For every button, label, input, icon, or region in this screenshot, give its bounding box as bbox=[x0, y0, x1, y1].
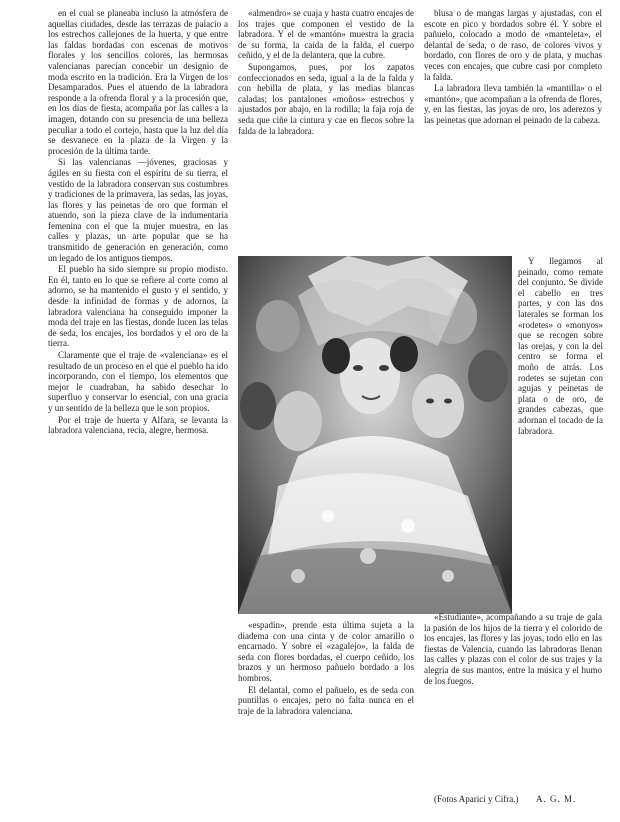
paragraph: «espadín», prende esta última sujeta a la diadema con una cinta y de color amarillo o encarnado. Y sobre el «zagalejo», la falda de seda con flores bordadas, el cuerpo ceñido, los brazos y un hermoso pañuelo bordado a los hombros. bbox=[238, 620, 414, 683]
photo-image bbox=[238, 256, 512, 614]
photo-credit: (Fotos Aparici y Cifra.) bbox=[434, 794, 519, 804]
author-signature: A. G. M. bbox=[536, 794, 577, 804]
paragraph: Y llegamos al peinado, como remate del conjunto. Se divide el cabello en tres partes, y con las dos laterales se forman los «rodetes» o «monyos» que se recogen sobre las orejas, y con la del centro se forma el moño de atrás. Los rodetes se sujetan con agujas y peinetas de plata o de oro, de grandes cabezas, que adornan el tocado de la labradora. bbox=[518, 256, 603, 436]
paragraph: El pueblo ha sido siempre su propio modisto. En él, tanto en lo que se refiere al corte como al adorno, se ha mantenido el gusto y el sentido, y desde la infinidad de formas y de adornos, la labradora valenciana ha conseguido imponer la moda del traje en las fiestas, donde lucen las telas de seda, los encajes, los bordados y el oro de la tierra. bbox=[48, 264, 228, 349]
paragraph: blusa o de mangas largas y ajustadas, con el escote en pico y bordados sobre él. Y sobre el pañuelo, colocado a modo de «manteleta», el delantal de seda, o de raso, de colores vivos y bordado, con flores de oro y de plata, y muchas veces con encajes, que cubre casi por completo la falda. bbox=[424, 8, 602, 82]
paragraph: Supongamos, pues, por los zapatos confeccionados en seda, igual a la de la falda y con hebilla de plata, y las medias blancas caladas; los pantalones «moños» estrechos y ajustados por abajo, en la rodilla; la faja roja de seda que ciñe la cintura y cae en flecos sobre la falda de la labradora. bbox=[238, 61, 414, 136]
paragraph: Por el traje de huerta y Alfara, se levanta la labradora valenciana, recia, alegre, hermosa. bbox=[48, 414, 228, 436]
paragraph: La labradora lleva también la «mantilla» o el «mantón», que acompañan a la ofrenda de flores, y, en las fiestas, las joyas de oro, los aderezos y las peinetas que adornan el peinado de la cabeza. bbox=[424, 83, 602, 125]
paragraph: El delantal, como el pañuelo, es de seda con puntillas o encajes, pero no falta nunca en el traje de la labradora valenciana. bbox=[238, 684, 414, 716]
article-column-middle-top bbox=[238, 8, 414, 256]
paragraph: Claramente que el traje de «valenciana» es el resultado de un proceso en el que el pueblo ha ido incorporando, con el tiempo, los elementos que mejor le cuadraban, ha sabido desechar lo superfluo y conservar lo esencial, con una gracia y un sentido de la belleza que le son propios. bbox=[48, 350, 228, 413]
paragraph: «almendro» se cuaja y hasta cuatro encajes de los trajes que componen el vestido de la labradora. Y el de «mantón» muestra la gracia de su forma, la caída de la falda, el cuerpo ceñido, y el de la delantera, que la cubre. bbox=[238, 8, 414, 61]
photo-valencian-women bbox=[238, 256, 512, 614]
paragraph: en el cual se planeaba incluso la atmósfera de aquellas ciudades, desde las terrazas de palacio a los estrechos callejones de la huerta, y que entre las faldas bordadas con escenas de motivos florales y los sencillos colores, las hermosas valencianas parecían concebir un designio de moda escrito en la tradición. Era la Virgen de los Desamparados. Pues el atuendo de la labradora responde a la ofrenda floral y a la procesión que, en los días de fiesta, acompaña por las calles a la imagen, dotando con su presencia de una belleza peculiar a todo el cortejo, hasta que la luz del día se desvanece en la plaza de la Virgen y la procesión de la última tarde. bbox=[48, 8, 228, 156]
article-column-right-top bbox=[424, 8, 602, 256]
article-column-middle-bottom bbox=[238, 620, 414, 810]
article-column-right-bottom bbox=[424, 612, 602, 792]
paragraph: «Estudiante», acompañando a su traje de gala la pasión de los hijos de la tierra y el colorido de los encajes, las flores y las joyas, todo ello en las fiestas de Valencia, cuando las labradoras llenan las calles y plazas con el color de sus trajes y la alegría de sus mantos, entre la música y el humo de los fuegos. bbox=[424, 612, 602, 686]
article-column-left bbox=[48, 8, 228, 808]
paragraph: Si las valencianas —jóvenes, graciosas y ágiles en su fiesta con el espíritu de su tierra, el vestido de la labradora conservan sus costumbres y tradiciones de la primavera, las sedas, las joyas, las flores y las peinetas de oro que forman el atuendo, son la pieza clave de la indumentaria femenina con el que la mujer muestra, en las calles y plazas, un arte popular que se ha transmitido de generación en generación, como un legado de los antiguos tiempos. bbox=[48, 157, 228, 263]
article-column-right-side bbox=[518, 256, 603, 612]
